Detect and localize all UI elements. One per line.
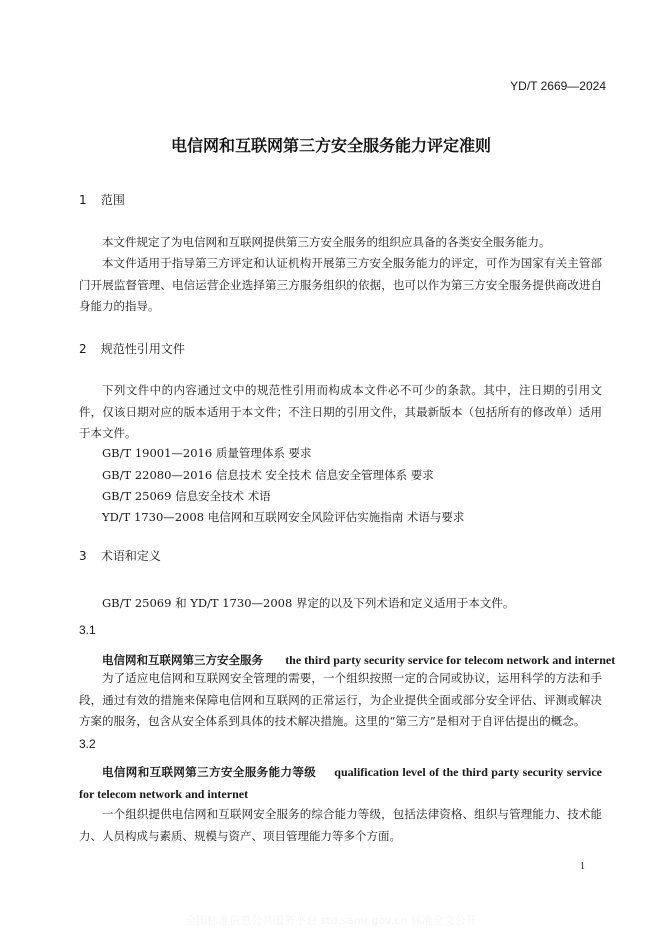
section-number: 3 (79, 549, 87, 563)
section-title: 术语和定义 (100, 549, 161, 563)
term-definition: 为了适应电信网和互联网安全管理的需要，一个组织按照一定的合同或协议，运用科学的方法和手段，通过有效的措施来保障电信网和互联网的正常运行，为企业提供全面或部分安全评估、评测或解决方案的服务，包含从安全体系到具体的技术解决措施。这里的“第三方”是相对于自评估提出的概念。 (79, 671, 602, 728)
section-number: 1 (79, 193, 87, 207)
document-title: 电信网和互联网第三方安全服务能力评定准则 (170, 136, 491, 155)
clause-number: 3.2 (79, 737, 96, 751)
reference-item: GB/T 22080—2016 信息技术 安全技术 信息安全管理体系 要求 (102, 468, 434, 482)
scope-paragraph: 本文件适用于指导第三方评定和认证机构开展第三方安全服务能力的评定，可作为国家有关主管部门开展监督管理、电信运营企业选择第三方服务组织的依据，也可以作为第三方安全服务提供商改进自身能力的指导。 (79, 256, 602, 313)
reference-item: YD/T 1730—2008 电信网和互联网安全风险评估实施指南 术语与要求 (102, 510, 465, 524)
term-definition: 一个组织提供电信网和互联网安全服务的综合能力等级，包括法律资格、组织与管理能力、技术能力、人员构成与素质、规模与资产、项目管理能力等多个方面。 (79, 807, 602, 843)
section-number: 2 (79, 342, 87, 356)
page-number: 1 (580, 861, 585, 872)
reference-item: GB/T 19001—2016 质量管理体系 要求 (102, 446, 312, 460)
term-english: qualification level of the third party security service for telecom network and internet (79, 765, 603, 801)
normative-intro: 下列文件中的内容通过文中的规范性引用而构成本文件必不可少的条款。其中，注日期的引用文件，仅该日期对应的版本适用于本文件；不注日期的引用文件，其最新版本（包括所有的修改单）适用于本文件。 (79, 383, 602, 440)
section-title: 范围 (100, 193, 125, 207)
section-title: 规范性引用文件 (100, 342, 185, 356)
reference-item: GB/T 25069 信息安全技术 术语 (102, 489, 271, 503)
section-heading-normative (79, 340, 185, 357)
section-heading-terms (79, 547, 161, 564)
term-chinese: 电信网和互联网第三方安全服务 (102, 653, 263, 667)
term-entry (102, 649, 615, 668)
clause-number: 3.1 (79, 623, 96, 637)
term-english: the third party security service for telecom network and internet (285, 653, 616, 667)
term-chinese: 电信网和互联网第三方安全服务能力等级 (102, 765, 317, 779)
section-heading-scope (79, 191, 125, 208)
terms-intro: GB/T 25069 和 YD/T 1730—2008 界定的以及下列术语和定义适用于本文件。 (102, 596, 515, 610)
term-entry (79, 762, 602, 805)
standard-number: YD/T 2669—2024 (510, 79, 606, 93)
scope-paragraph: 本文件规定了为电信网和互联网提供第三方安全服务的组织应具备的各类安全服务能力。 (102, 235, 551, 249)
watermark: 全国标准信息公共服务平台 std.samr.gov.cn 标准全文公开 (185, 914, 477, 927)
